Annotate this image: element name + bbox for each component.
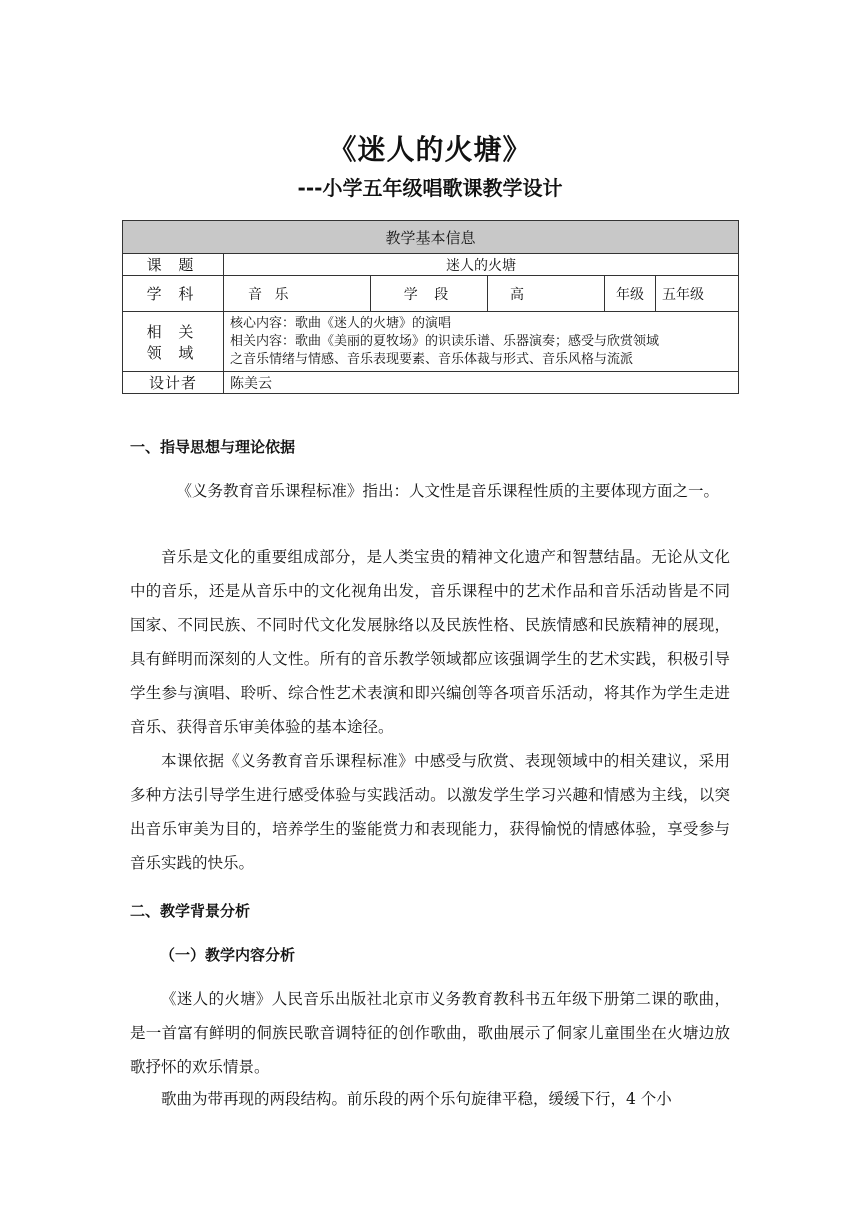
section-2-paragraph-2: 歌曲为带再现的两段结构。前乐段的两个乐句旋律平稳，缓缓下行，4 个小 — [161, 1090, 672, 1108]
document-subtitle: ---小学五年级唱歌课教学设计 — [297, 176, 563, 200]
section-1-paragraph-3: 本课依据《义务教育音乐课程标准》中感受与欣赏、表现领域中的相关建议，采用多种方法引导学生进行感受体验与实践活动。以激发学生学习兴趣和情感为主线，以突出音乐审美为目的，培养学生的鉴能赏力和表现能力，获得愉悦的情感体验，享受参与音乐实践的快乐。 — [130, 752, 730, 872]
section-1-paragraph-2: 音乐是文化的重要组成部分，是人类宝贵的精神文化遗产和智慧结晶。无论从文化中的音乐，还是从音乐中的文化视角出发，音乐课程中的艺术作品和音乐活动皆是不同国家、不同民族、不同时代文化发展脉络以及民族性格、民族情感和民族精神的展现，具有鲜明而深刻的人文性。所有的音乐教学领域都应该强调学生的艺术实践，积极引导学生参与演唱、聆听、综合性艺术表演和即兴编创等各项音乐活动，将其作为学生走进音乐、获得音乐审美体验的基本途径。 — [130, 548, 730, 736]
designer-value: 陈美云 — [224, 372, 739, 394]
section-2-subheading: （一）教学内容分析 — [160, 946, 296, 964]
basic-info-table — [122, 220, 739, 394]
domain-label-line-1: 相 关 — [146, 322, 200, 341]
domain-core-content: 核心内容：歌曲《迷人的火塘》的演唱 — [230, 315, 452, 331]
stage-label: 学 段 — [371, 276, 488, 312]
grade-value: 五年级 — [656, 276, 739, 312]
subject-value: 音 乐 — [224, 276, 371, 312]
domain-label-line-2: 领 域 — [146, 343, 200, 362]
section-1-heading: 一、指导思想与理论依据 — [130, 438, 296, 456]
table-header: 教学基本信息 — [123, 221, 739, 254]
domain-related-content-1: 相关内容：歌曲《美丽的夏牧场》的识读乐谱、乐器演奏；感受与欣赏领域 — [230, 333, 660, 349]
designer-label: 设计者 — [123, 372, 224, 394]
domain-label — [123, 312, 224, 372]
document-title: 《迷人的火塘》 — [328, 133, 532, 166]
section-2-paragraph-1: 《迷人的火塘》人民音乐出版社北京市义务教育教科书五年级下册第二课的歌曲，是一首富有鲜明的侗族民歌音调特征的创作歌曲，歌曲展示了侗家儿童围坐在火塘边放歌抒怀的欢乐情景。 — [130, 990, 730, 1076]
domain-content — [224, 312, 739, 372]
subject-label: 学 科 — [123, 276, 224, 312]
section-2-heading: 二、教学背景分析 — [130, 902, 251, 920]
topic-label: 课 题 — [123, 254, 224, 276]
topic-value: 迷人的火塘 — [224, 254, 739, 276]
domain-related-content-2: 之音乐情绪与情感、音乐表现要素、音乐体裁与形式、音乐风格与流派 — [230, 351, 634, 367]
section-1-paragraph-1: 《义务教育音乐课程标准》指出：人文性是音乐课程性质的主要体现方面之一。 — [176, 482, 720, 500]
stage-value: 高 — [488, 276, 605, 312]
grade-label: 年级 — [605, 276, 656, 312]
